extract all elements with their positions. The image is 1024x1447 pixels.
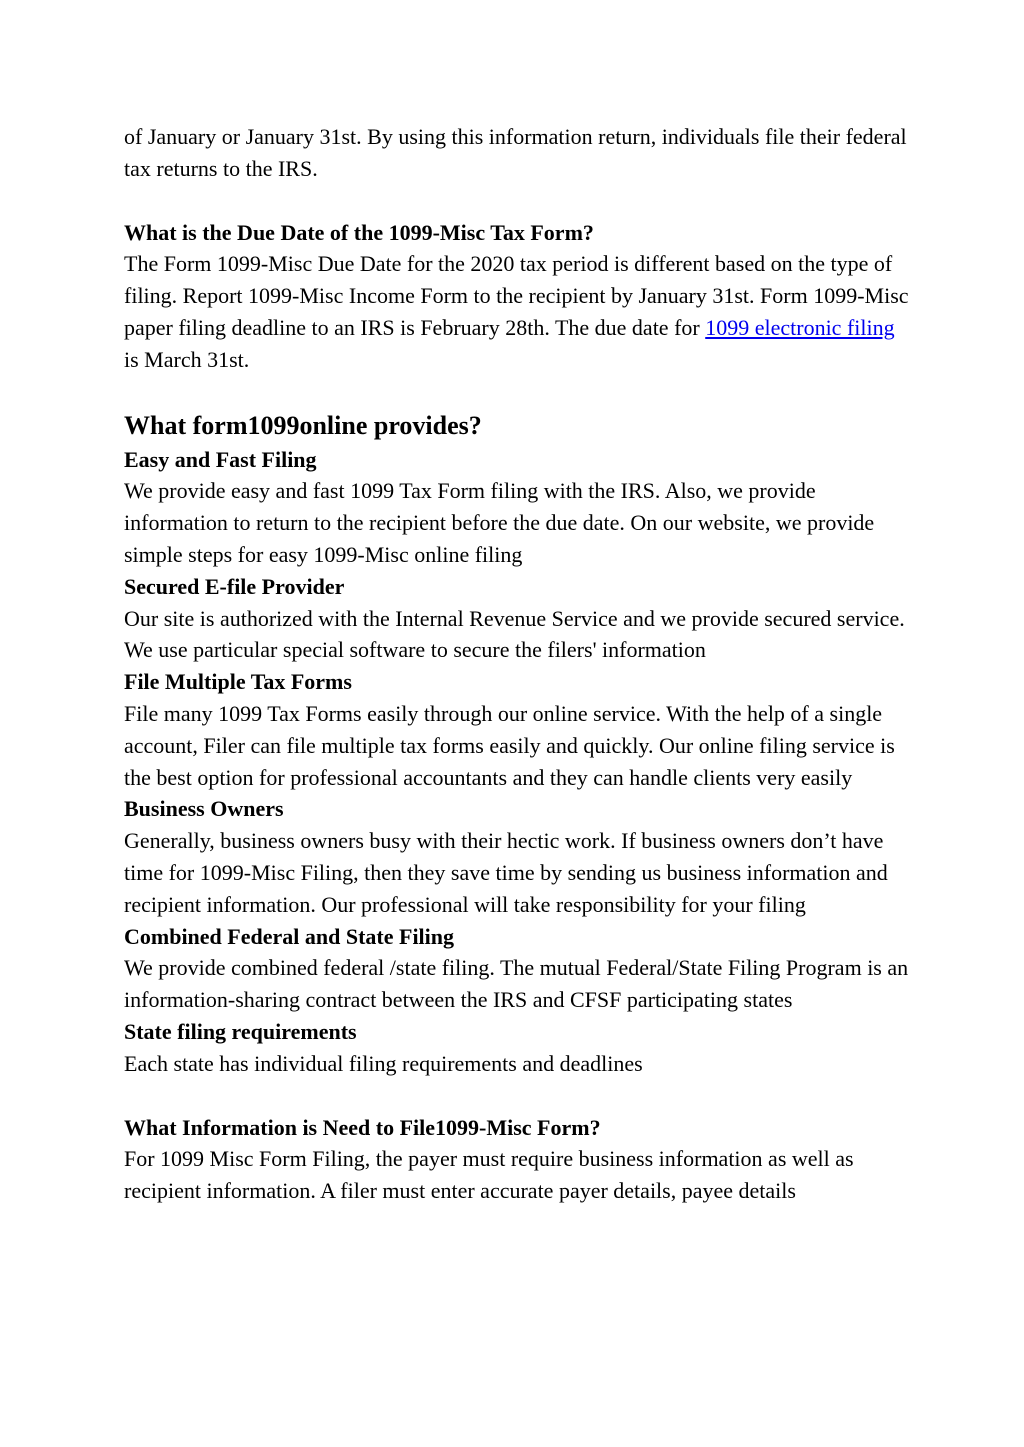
spacer [124,376,914,408]
electronic-filing-link[interactable]: 1099 electronic filing [705,314,895,340]
provides-item-title: State filing requirements [124,1018,357,1044]
due-date-paragraph [124,248,914,375]
provides-item-text: File many 1099 Tax Forms easily through our online service. With the help of a single account, Filer can file multiple tax forms easily and quickly. Our online filing service is the best option for professional accountants and they can handle clients very easily [124,700,895,790]
provides-item-title: Secured E-file Provider [124,573,345,599]
provides-item-title: Easy and Fast Filing [124,446,317,472]
spacer [124,185,914,217]
due-date-text-after-link: is March 31st. [124,346,250,372]
provides-heading: What form1099online provides? [124,410,482,440]
provides-item-text: Generally, business owners busy with their hectic work. If business owners don’t have time for 1099-Misc Filing, then they save time by sending us business information and recipient information. Our professional will take responsibility for your filing [124,828,888,917]
provides-item-title: Combined Federal and State Filing [124,923,455,949]
provides-item-text: We provide easy and fast 1099 Tax Form filing with the IRS. Also, we provide information to return to the recipient before the due date. On our website, we provide simple steps for easy 1099-Misc online filing [124,478,875,567]
spacer [124,1080,914,1112]
document-page [124,121,914,1207]
provides-item-text: Each state has individual filing requirements and deadlines [124,1050,643,1076]
provides-item-title: Business Owners [124,796,284,822]
provides-item-text: We provide combined federal /state filing. The mutual Federal/State Filing Program is an information-sharing contract between the IRS and CFSF participating states [124,955,909,1013]
information-heading: What Information is Need to File1099-Misc Form? [124,1114,601,1140]
due-date-heading: What is the Due Date of the 1099-Misc Tax Form? [124,219,594,245]
information-paragraph: For 1099 Misc Form Filing, the payer must require business information as well as recipient information. A filer must enter accurate payer details, payee details [124,1146,854,1204]
due-date-text-before-link: The Form 1099-Misc Due Date for the 2020 tax period is different based on the type of filing. Report 1099-Misc Income Form to the recipient by January 31st. Form 1099-Misc paper filing deadline to an IRS is February 28th. The due date for [124,251,909,340]
provides-item-text: Our site is authorized with the Internal Revenue Service and we provide secured service. We use particular special software to secure the filers' information [124,605,905,663]
provides-item-title: File Multiple Tax Forms [124,669,352,695]
intro-paragraph: of January or January 31st. By using this information return, individuals file their federal tax returns to the IRS. [124,124,907,181]
